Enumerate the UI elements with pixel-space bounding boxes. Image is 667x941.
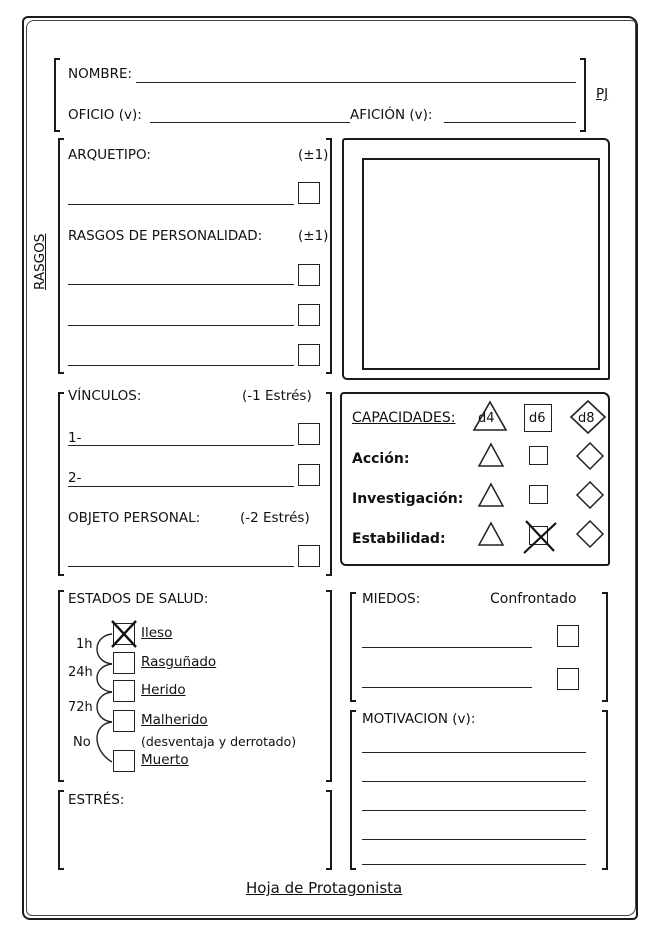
personality-checkbox-2[interactable] [298, 304, 320, 326]
health-muerto-label: Muerto [141, 752, 189, 768]
bond-1-checkbox[interactable] [298, 423, 320, 445]
personal-item-label: OBJETO PERSONAL: [68, 510, 201, 526]
health-time-72h: 72h [68, 700, 93, 715]
health-time-24h: 24h [68, 665, 93, 680]
bond-2-field[interactable] [68, 486, 294, 487]
action-d6-option[interactable] [529, 446, 548, 465]
motivation-line-3[interactable] [362, 810, 586, 811]
personality-field-2[interactable] [68, 325, 294, 326]
health-time-1h: 1h [76, 637, 93, 652]
portrait-area[interactable] [362, 158, 600, 370]
hobby-field[interactable] [444, 122, 576, 123]
stability-d8-option-icon[interactable] [576, 520, 604, 548]
motivation-bracket-right [602, 710, 608, 870]
bond-1-field[interactable] [68, 445, 294, 446]
name-label: NOMBRE: [68, 66, 133, 82]
bonds-bracket-left [58, 392, 64, 576]
header-bracket-right [580, 58, 586, 132]
archetype-label: ARQUETIPO: [68, 147, 151, 163]
motivation-label: MOTIVACION (v): [362, 711, 476, 727]
pj-label: PJ [596, 86, 609, 102]
personality-field-3[interactable] [68, 365, 294, 366]
action-d8-option-icon[interactable] [576, 442, 604, 470]
fears-bracket-right [602, 592, 608, 702]
health-bracket-right [326, 590, 332, 782]
motivation-line-4[interactable] [362, 839, 586, 840]
archetype-modifier: (±1) [298, 147, 329, 163]
motivation-line-2[interactable] [362, 781, 586, 782]
job-label: OFICIO (v): [68, 107, 142, 123]
personal-item-modifier: (-2 Estrés) [240, 510, 310, 526]
job-field[interactable] [150, 122, 350, 123]
fear-confronted-checkbox-2[interactable] [557, 668, 579, 690]
d8-label: d8 [578, 411, 595, 426]
hobby-label: AFICIÓN (v): [350, 107, 433, 123]
stress-bracket-left [58, 790, 64, 870]
health-ileso-label: Ileso [141, 625, 173, 641]
investigation-d6-option[interactable] [529, 485, 548, 504]
fears-confronted-label: Confrontado [490, 591, 577, 607]
stability-d4-option-icon[interactable] [478, 522, 504, 546]
health-herido-checkbox[interactable] [113, 680, 135, 702]
health-malherido-note: (desventaja y derrotado) [141, 734, 297, 749]
stress-bracket-right [326, 790, 332, 870]
capacity-stability-label: Estabilidad: [352, 531, 446, 547]
personality-checkbox-3[interactable] [298, 344, 320, 366]
sheet-footer-title: Hoja de Protagonista [246, 879, 403, 897]
fears-bracket-left [350, 592, 356, 702]
health-malherido-label: Malherido [141, 712, 208, 728]
health-rasgunado-checkbox[interactable] [113, 652, 135, 674]
bond-2-label: 2- [68, 470, 82, 486]
d6-label: d6 [529, 411, 546, 426]
archetype-field[interactable] [68, 204, 294, 205]
fear-confronted-checkbox-1[interactable] [557, 625, 579, 647]
health-time-no: No [73, 735, 91, 750]
personality-label: RASGOS DE PERSONALIDAD: [68, 228, 263, 244]
investigation-d8-option-icon[interactable] [576, 481, 604, 509]
fear-field-1[interactable] [362, 647, 532, 648]
personality-modifier: (±1) [298, 228, 329, 244]
fear-field-2[interactable] [362, 687, 532, 688]
capacity-action-label: Acción: [352, 451, 410, 467]
bonds-label: VÍNCULOS: [68, 388, 142, 404]
capacities-label: CAPACIDADES: [352, 410, 456, 426]
health-muerto-checkbox[interactable] [113, 750, 135, 772]
motivation-bracket-left [350, 710, 356, 870]
stability-d6-cross-mark-icon [520, 517, 560, 555]
personality-field-1[interactable] [68, 284, 294, 285]
traits-bracket-right [326, 138, 332, 374]
motivation-line-5[interactable] [362, 864, 586, 865]
capacity-investigation-label: Investigación: [352, 491, 464, 507]
health-herido-label: Herido [141, 682, 186, 698]
health-malherido-checkbox[interactable] [113, 710, 135, 732]
health-progression-arrows-icon [90, 628, 116, 768]
header-bracket-left [54, 58, 60, 132]
health-bracket-left [58, 590, 64, 782]
bonds-bracket-right [326, 392, 332, 576]
d4-label: d4 [478, 411, 495, 426]
bond-1-label: 1- [68, 430, 82, 446]
archetype-checkbox[interactable] [298, 182, 320, 204]
health-rasgunado-label: Rasguñado [141, 654, 217, 670]
traits-bracket-left [58, 138, 64, 374]
bond-2-checkbox[interactable] [298, 464, 320, 486]
action-d4-option-icon[interactable] [478, 443, 504, 467]
stress-label[interactable]: ESTRÉS: [68, 792, 125, 808]
fears-label: MIEDOS: [362, 591, 421, 607]
bonds-modifier: (-1 Estrés) [242, 388, 312, 404]
motivation-line-1[interactable] [362, 752, 586, 753]
health-label: ESTADOS DE SALUD: [68, 591, 209, 607]
personal-item-field[interactable] [68, 566, 294, 567]
name-field[interactable] [136, 82, 576, 83]
personality-checkbox-1[interactable] [298, 264, 320, 286]
personal-item-checkbox[interactable] [298, 545, 320, 567]
investigation-d4-option-icon[interactable] [478, 483, 504, 507]
traits-side-label: RASGOS [32, 233, 48, 290]
